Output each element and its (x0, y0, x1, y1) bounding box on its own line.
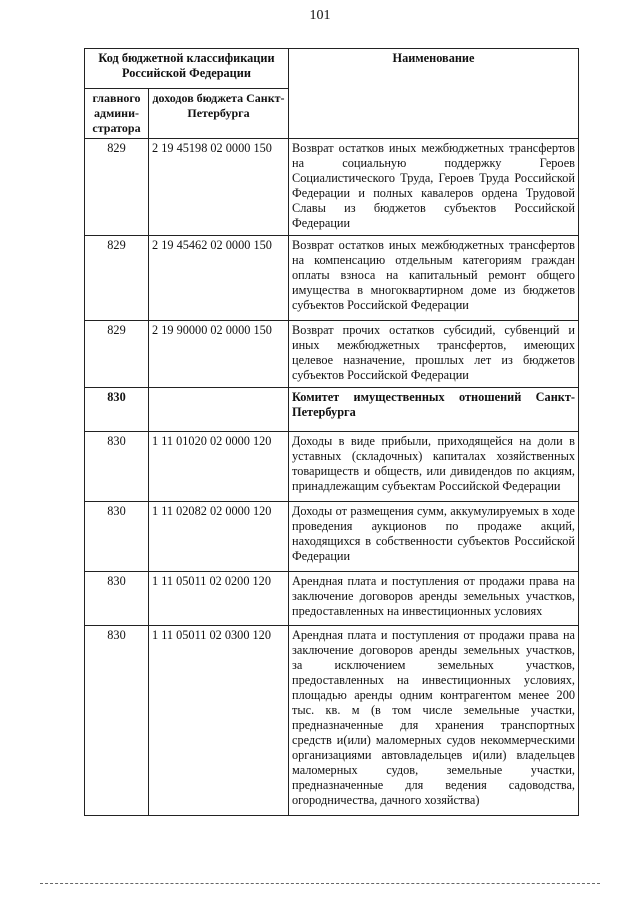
budget-classification-table (84, 48, 579, 816)
income-name: Арендная плата и поступления от продажи права на заключение договоров аренды земельных участков, за исключением земельных участков, предоставленных на инвестиционных условиях, площадью аренды одним контрагентом менее 200 тыс. кв. м (в том числе земельные участки, предназначенные для хранения транспортных средств и(или) маломерных судов некоммерческими организациями автовладельцев и(или) владельцев маломерных судов, земельные участки, предназначенные для ведения садоводства, огородничества, дачного хозяйства) (289, 626, 579, 816)
income-code: 2 19 90000 02 0000 150 (149, 321, 289, 388)
header-income: доходов бюджета Санкт-Петербурга (149, 89, 289, 139)
income-code: 1 11 01020 02 0000 120 (149, 432, 289, 502)
income-name: Возврат остатков иных межбюджетных трансфертов на компенсацию отдельным категориям граждан оплаты взноса на капитальный ремонт общего имущества в многоквартирном доме из бюджетов субъектов Российской Федерации (289, 236, 579, 321)
income-name: Арендная плата и поступления от продажи права на заключение договоров аренды земельных участков, предоставленных на инвестиционных условиях (289, 572, 579, 626)
header-row (85, 49, 579, 89)
admin-code: 830 (85, 502, 149, 572)
income-code: 1 11 02082 02 0000 120 (149, 502, 289, 572)
table-row (85, 572, 579, 626)
admin-code: 830 (85, 388, 149, 432)
income-name: Возврат прочих остатков субсидий, субвенций и иных межбюджетных трансфертов, имеющих целевое назначение, прошлых лет из бюджетов субъектов Российской Федерации (289, 321, 579, 388)
committee-name: Комитет имущественных отношений Санкт-Петербурга (289, 388, 579, 432)
admin-code: 829 (85, 139, 149, 236)
table-row (85, 139, 579, 236)
page-number: 101 (309, 8, 331, 23)
income-code: 1 11 05011 02 0300 120 (149, 626, 289, 816)
income-name: Возврат остатков иных межбюджетных трансфертов на социальную поддержку Героев Социалистического Труда, Героев Труда Российской Федерации и полных кавалеров ордена Трудовой Славы из бюджетов субъектов Российской Федерации (289, 139, 579, 236)
scan-edge-line (40, 883, 600, 884)
header-admin: главного админи-стратора (85, 89, 149, 139)
table-row (85, 502, 579, 572)
table-row (85, 626, 579, 816)
income-name: Доходы от размещения сумм, аккумулируемых в ходе проведения аукционов по продаже акций, находящихся в собственности субъектов Российской Федерации (289, 502, 579, 572)
header-name: Наименование (289, 49, 579, 139)
header-classification: Код бюджетной классификации Российской Федерации (85, 49, 289, 89)
admin-code: 829 (85, 236, 149, 321)
income-code: 2 19 45462 02 0000 150 (149, 236, 289, 321)
table-row (85, 321, 579, 388)
table-row (85, 236, 579, 321)
income-code: 1 11 05011 02 0200 120 (149, 572, 289, 626)
admin-code: 830 (85, 626, 149, 816)
table-row (85, 388, 579, 432)
income-code: 2 19 45198 02 0000 150 (149, 139, 289, 236)
table-row (85, 432, 579, 502)
admin-code: 829 (85, 321, 149, 388)
admin-code: 830 (85, 432, 149, 502)
income-code (149, 388, 289, 432)
income-name: Доходы в виде прибыли, приходящейся на доли в уставных (складочных) капиталах хозяйственных товариществ и обществ, или дивидендов по акциям, принадлежащим субъектам Российской Федерации (289, 432, 579, 502)
admin-code: 830 (85, 572, 149, 626)
